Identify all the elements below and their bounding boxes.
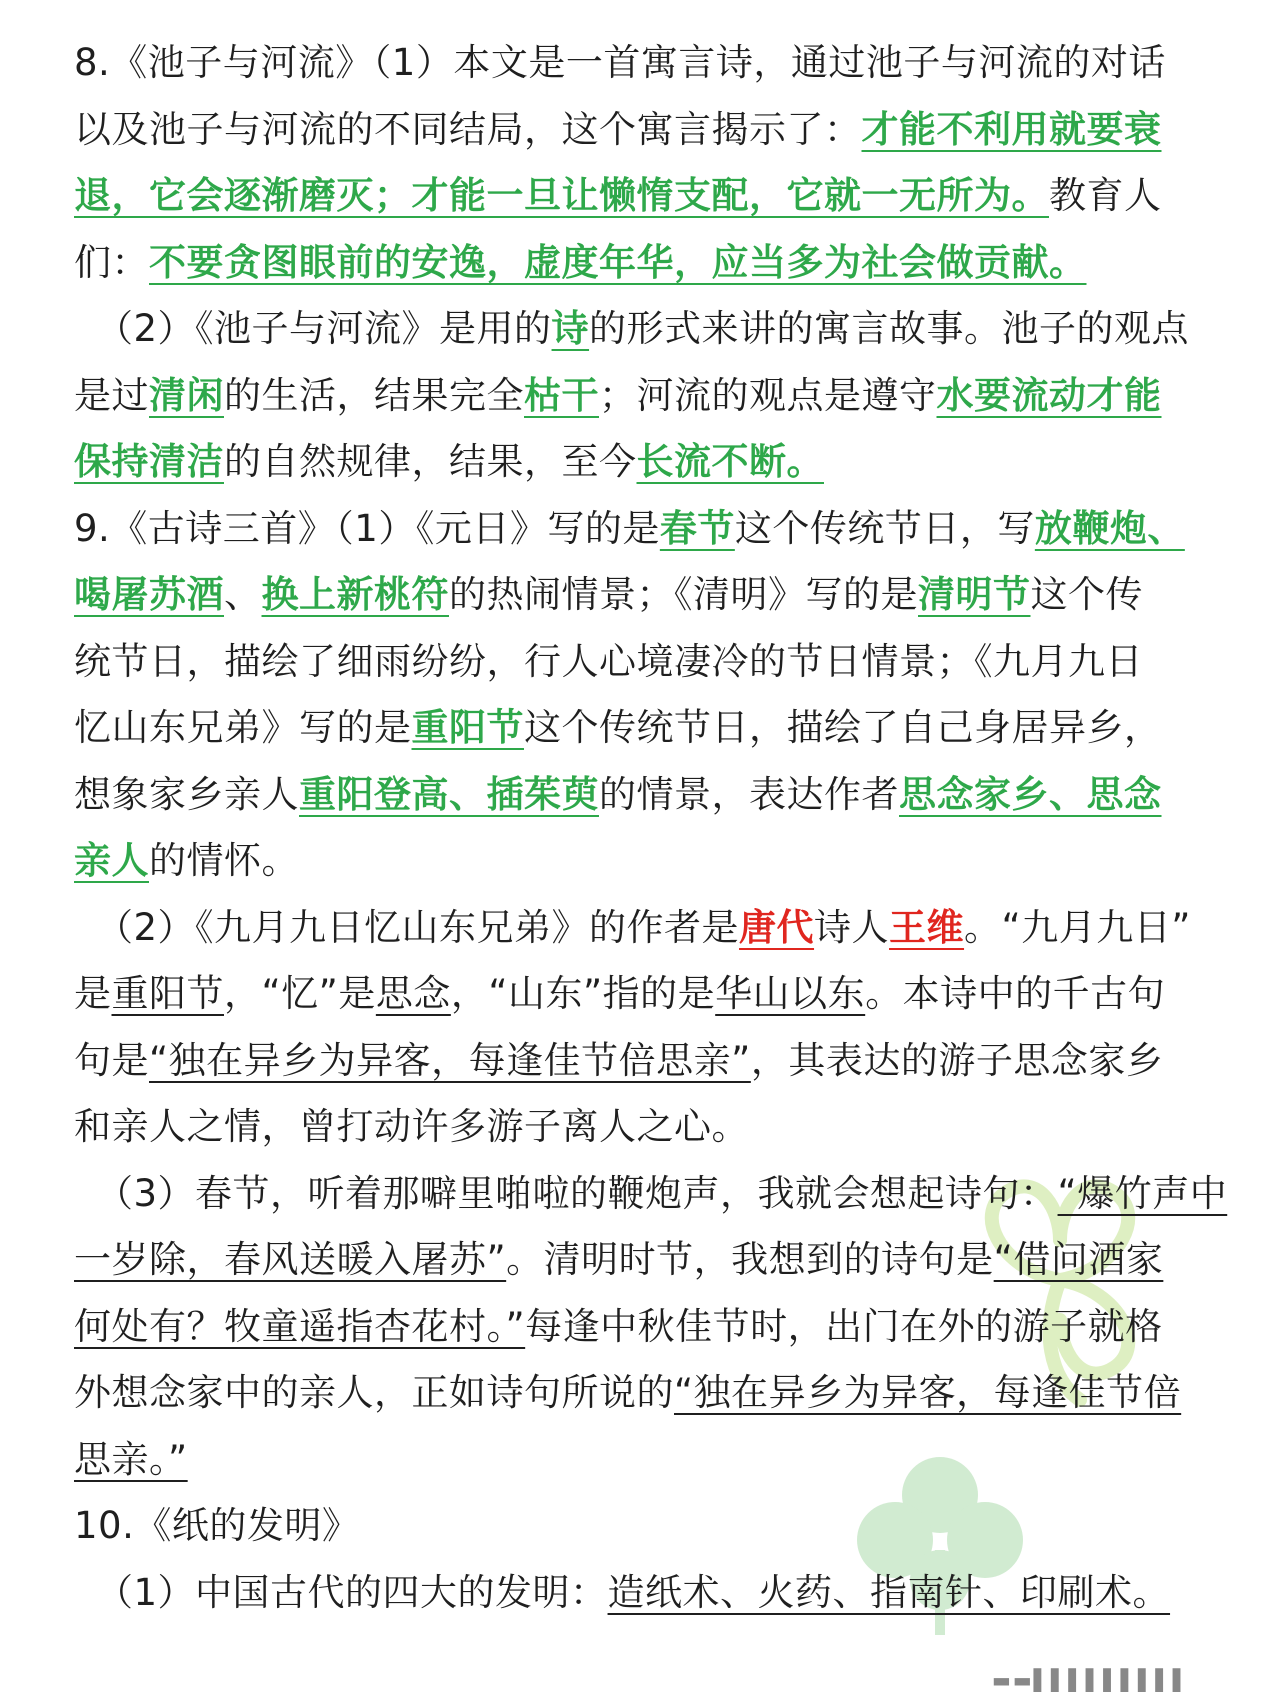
text-segment: 。“九月九日” — [964, 905, 1191, 949]
text-line — [74, 1028, 1224, 1095]
text-segment: 想象家乡亲人 — [74, 772, 299, 816]
text-line — [74, 1360, 1224, 1427]
text-line — [74, 496, 1224, 563]
highlighted-answer: 思亲。” — [74, 1437, 188, 1481]
highlighted-answer: 一岁除，春风送暖入屠苏” — [74, 1238, 507, 1281]
text-segment: 每逢中秋佳节时，出门在外的游子就格 — [525, 1304, 1163, 1348]
highlighted-answer: 不要贪图眼前的安逸，虚度年华，应当多为社会做贡献。 — [149, 240, 1087, 284]
highlighted-answer: “独在异乡为异客，每逢佳节倍思亲” — [149, 1038, 751, 1082]
text-line — [74, 1493, 1224, 1560]
text-segment: 这个传统节日，写 — [734, 506, 1035, 550]
text-segment: 的生活，结果完全 — [224, 373, 524, 417]
highlighted-answer: 清闲 — [149, 373, 224, 417]
highlighted-answer: 放鞭炮、 — [1034, 506, 1185, 550]
text-segment: 的情景，表达作者 — [599, 772, 899, 816]
text-line — [74, 629, 1224, 696]
text-segment: 和亲人之情，曾打动许多游子离人之心。 — [74, 1105, 749, 1148]
text-segment: 。本诗中的千古句 — [865, 972, 1166, 1015]
watermark: ▬▬▌▌▌▌▌▌▌▌▌ — [992, 1668, 1191, 1692]
text-segment: （3）春节，听着那噼里啪啦的鞭炮声，我就会想起诗句： — [96, 1171, 1058, 1215]
text-segment: 们： — [74, 240, 149, 284]
text-segment: 是 — [74, 972, 112, 1015]
text-segment: 诗人 — [814, 905, 890, 949]
text-line — [74, 429, 1224, 496]
text-line — [74, 562, 1224, 629]
highlighted-answer: “借问酒家 — [993, 1238, 1164, 1281]
highlighted-answer: 诗 — [551, 307, 590, 350]
highlighted-answer: 思念 — [375, 972, 451, 1015]
highlighted-answer: “爆竹声中 — [1057, 1171, 1228, 1215]
text-line — [74, 230, 1224, 297]
highlighted-answer: 枯干 — [524, 373, 599, 417]
highlighted-answer: 退，它会逐渐磨灭；才能一旦让懒惰支配，它就一无所为。 — [74, 174, 1049, 217]
text-line — [74, 163, 1224, 230]
text-line — [74, 762, 1224, 829]
highlighted-answer: 重阳节 — [111, 972, 224, 1015]
text-line — [74, 30, 1224, 97]
text-segment: 、 — [224, 573, 262, 616]
text-segment: ，“忆”是 — [224, 972, 376, 1015]
text-segment: （1）中国古代的四大的发明： — [96, 1570, 608, 1614]
text-line — [74, 828, 1224, 895]
text-line — [74, 97, 1224, 164]
text-line — [74, 1094, 1224, 1161]
text-segment: 9.《古诗三首》（1）《元日》写的是 — [74, 506, 660, 550]
text-segment: 的自然规律，结果，至今 — [224, 440, 637, 483]
text-line — [74, 1161, 1228, 1228]
highlighted-answer: 春节 — [659, 506, 735, 550]
text-line — [74, 1227, 1224, 1294]
text-segment: 外想念家中的亲人，正如诗句所说的 — [74, 1371, 674, 1414]
text-segment: （2）《池子与河流》是用的 — [96, 307, 552, 350]
highlighted-answer: 唐代 — [739, 905, 815, 949]
highlighted-answer: 何处有？牧童遥指杏花村。” — [74, 1304, 526, 1348]
highlighted-answer: 长流不断。 — [636, 440, 824, 483]
highlighted-answer: 清明节 — [918, 573, 1031, 616]
text-segment: 的形式来讲的寓言故事。池子的观点 — [589, 307, 1190, 350]
highlighted-answer: 重阳登高、插茱萸 — [299, 772, 599, 816]
text-segment: 的热闹情景；《清明》写的是 — [449, 573, 918, 616]
text-segment: 的情怀。 — [149, 839, 299, 882]
text-segment: 教育人 — [1049, 174, 1162, 217]
text-segment: 是过 — [74, 373, 149, 417]
text-line — [74, 1560, 1224, 1627]
highlighted-answer: 思念家乡、思念 — [899, 772, 1162, 816]
text-segment: 以及池子与河流的不同结局，这个寓言揭示了： — [74, 107, 862, 151]
highlighted-answer: 华山以东 — [715, 972, 866, 1015]
highlighted-answer: “独在异乡为异客，每逢佳节倍 — [674, 1371, 1182, 1414]
highlighted-answer: 造纸术、火药、指南针、印刷术。 — [607, 1570, 1171, 1614]
highlighted-answer: 才能不利用就要衰 — [861, 107, 1162, 151]
text-segment: （2）《九月九日忆山东兄弟》的作者是 — [96, 905, 740, 949]
highlighted-answer: 亲人 — [74, 839, 149, 882]
text-segment: 这个传统节日，描绘了自己身居异乡， — [524, 706, 1162, 749]
text-segment: 8.《池子与河流》（1）本文是一首寓言诗，通过池子与河流的对话 — [74, 41, 1166, 84]
text-segment: ；河流的观点是遵守 — [599, 373, 937, 417]
text-segment: 统节日，描绘了细雨纷纷，行人心境凄冷的节日情景；《九月九日 — [74, 639, 1143, 683]
text-line — [74, 1294, 1224, 1361]
text-segment: 这个传 — [1030, 573, 1143, 616]
text-segment: ，其表达的游子思念家乡 — [750, 1038, 1164, 1082]
text-segment: 。清明时节，我想到的诗句是 — [506, 1238, 994, 1281]
highlighted-answer: 重阳节 — [411, 706, 524, 749]
highlighted-answer: 换上新桃符 — [261, 573, 449, 616]
text-line — [74, 363, 1224, 430]
text-line — [74, 961, 1224, 1028]
highlighted-answer: 水要流动才能 — [936, 373, 1162, 417]
document-body — [74, 30, 1228, 1626]
highlighted-answer: 喝屠苏酒 — [74, 573, 224, 616]
text-segment: 忆山东兄弟》写的是 — [74, 706, 412, 749]
highlighted-answer: 王维 — [889, 905, 965, 949]
highlighted-answer: 保持清洁 — [74, 440, 224, 483]
text-line — [74, 695, 1224, 762]
text-segment: 句是 — [74, 1038, 149, 1082]
text-line — [74, 1427, 1224, 1494]
text-segment: ，“山东”指的是 — [450, 972, 716, 1015]
text-line — [74, 895, 1224, 962]
text-segment: 10.《纸的发明》 — [74, 1504, 360, 1547]
text-line — [74, 296, 1224, 363]
